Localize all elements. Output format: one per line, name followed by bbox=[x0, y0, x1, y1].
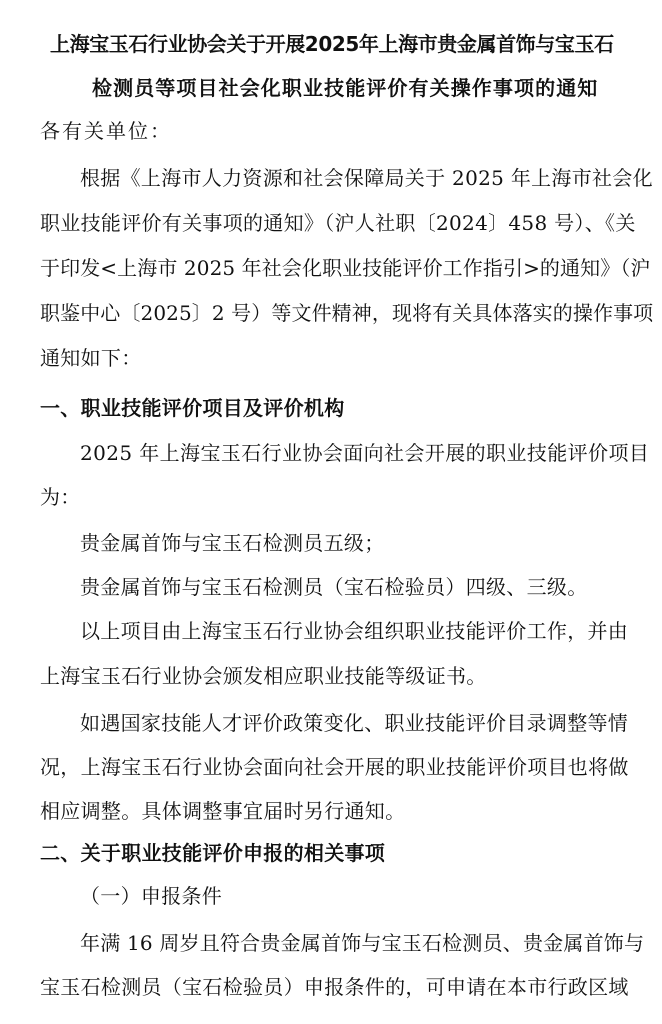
section-2-heading: 二、关于职业技能评价申报的相关事项 bbox=[40, 841, 386, 865]
section-1-line-8: 况，上海宝玉石行业协会面向社会开展的职业技能评价项目也将做 bbox=[40, 755, 629, 779]
intro-line-4: 职鉴中心〔2025〕2 号）等文件精神，现将有关具体落实的操作事项 bbox=[40, 301, 654, 325]
section-1-line-7: 如遇国家技能人才评价政策变化、职业技能评价目录调整等情 bbox=[80, 711, 629, 735]
section-2-line-1: 年满 16 周岁且符合贵金属首饰与宝玉石检测员、贵金属首饰与 bbox=[80, 931, 645, 955]
section-1-line-5: 以上项目由上海宝玉石行业协会组织职业技能评价工作，并由 bbox=[80, 619, 629, 643]
document-title-line-1: 上海宝玉石行业协会关于开展2025年上海市贵金属首饰与宝玉石 bbox=[50, 32, 614, 56]
section-1-line-3: 贵金属首饰与宝玉石检测员五级； bbox=[80, 531, 385, 555]
section-1-line-9: 相应调整。具体调整事宜届时另行通知。 bbox=[40, 799, 406, 823]
intro-line-3: 于印发<上海市 2025 年社会化职业技能评价工作指引>的通知》（沪 bbox=[40, 256, 651, 280]
section-1-line-4: 贵金属首饰与宝玉石检测员（宝石检验员）四级、三级。 bbox=[80, 575, 588, 599]
section-2-subheading-1: （一）申报条件 bbox=[80, 884, 223, 908]
section-1-line-6: 上海宝玉石行业协会颁发相应职业技能等级证书。 bbox=[40, 664, 487, 688]
document-title-line-2: 检测员等项目社会化职业技能评价有关操作事项的通知 bbox=[92, 76, 599, 100]
section-2-line-2: 宝玉石检测员（宝石检验员）申报条件的，可申请在本市行政区域 bbox=[40, 975, 629, 999]
section-1-line-1: 2025 年上海宝玉石行业协会面向社会开展的职业技能评价项目 bbox=[80, 441, 650, 465]
section-1-line-2: 为： bbox=[40, 485, 81, 509]
intro-line-2: 职业技能评价有关事项的通知》（沪人社职〔2024〕458 号）、《关 bbox=[40, 211, 636, 235]
intro-line-1: 根据《上海市人力资源和社会保障局关于 2025 年上海市社会化 bbox=[80, 166, 653, 190]
intro-line-5: 通知如下： bbox=[40, 346, 142, 370]
section-1-heading: 一、职业技能评价项目及评价机构 bbox=[40, 396, 345, 420]
salutation: 各有关单位： bbox=[40, 119, 172, 143]
